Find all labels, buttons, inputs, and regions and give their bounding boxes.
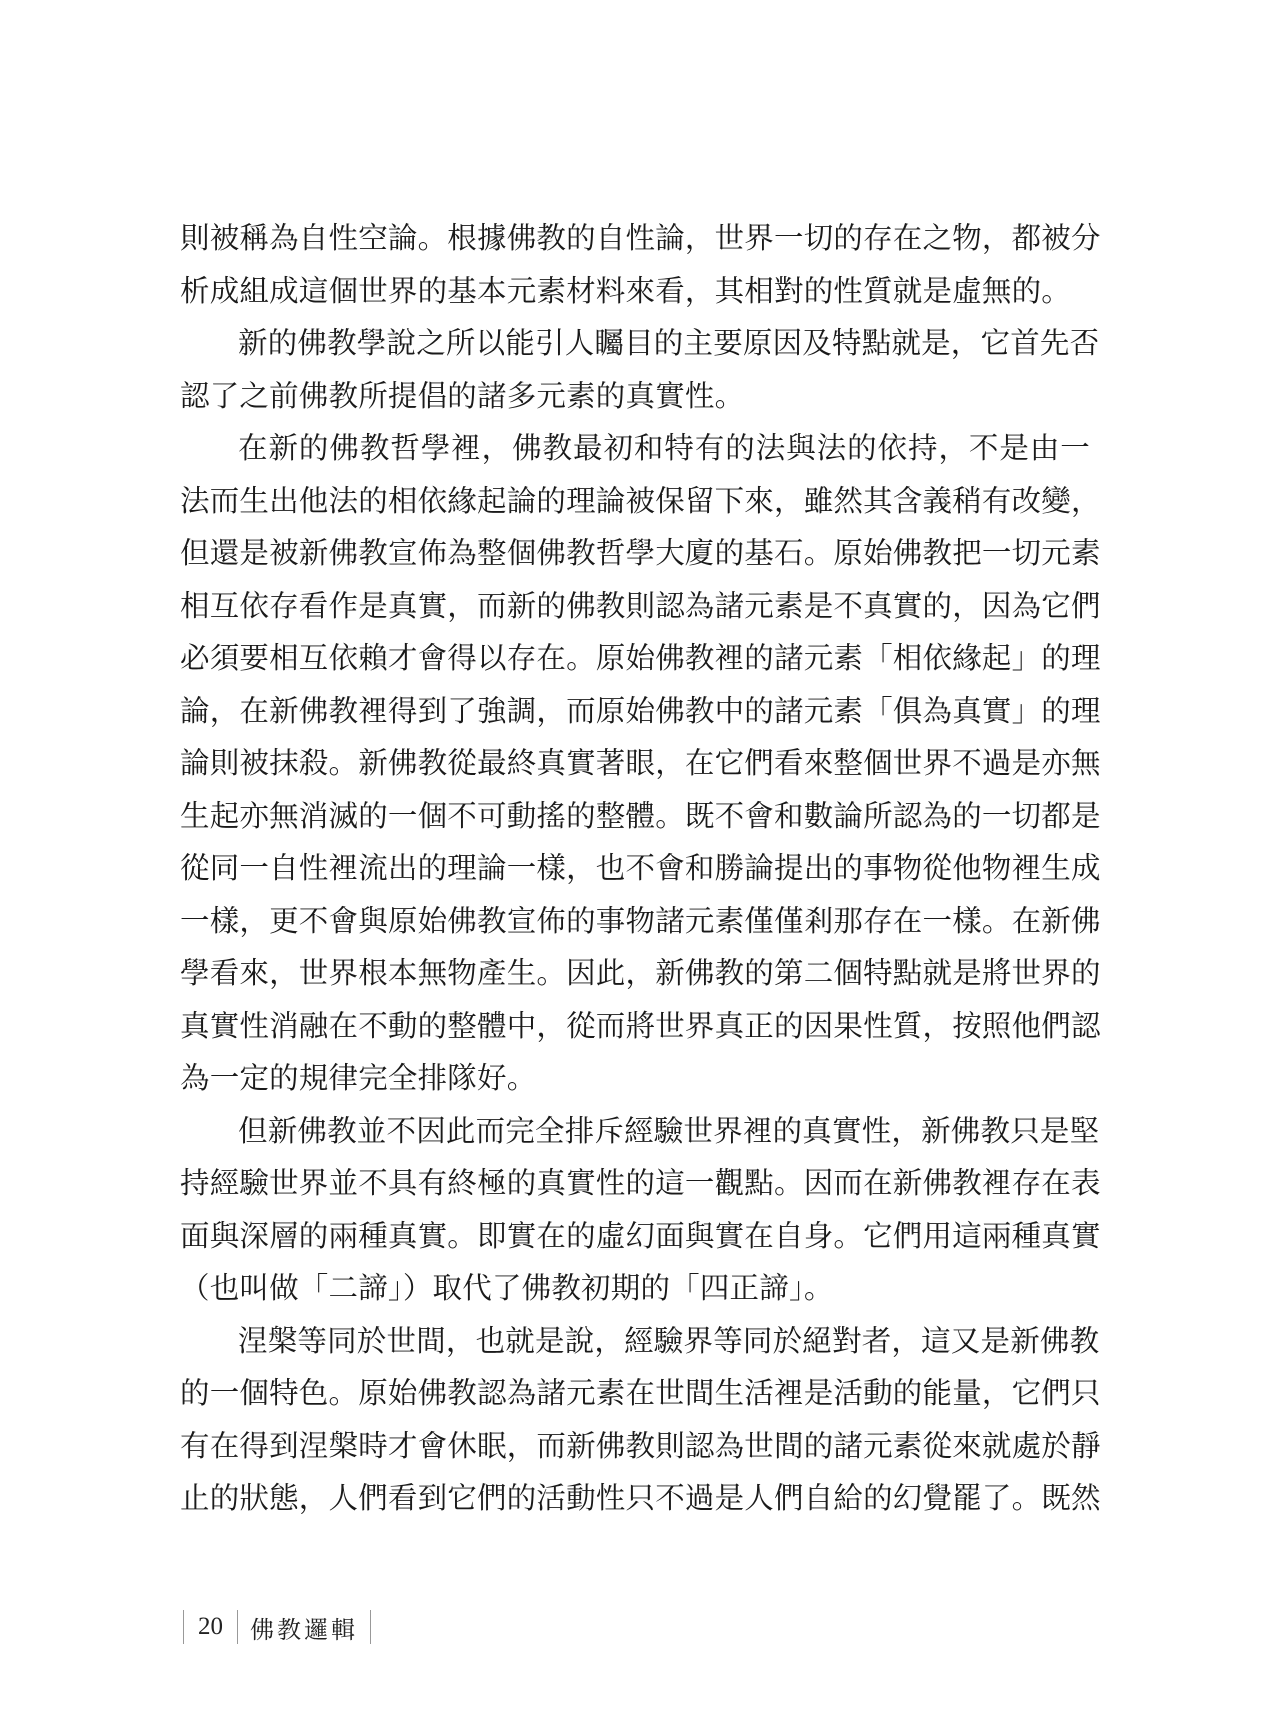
text-line: 涅槃等同於世間，也就是說，經驗界等同於絕對者，這又是新佛教 (238, 1323, 1100, 1358)
text-line: 持經驗世界並不具有終極的真實性的這一觀點。因而在新佛教裡存在表 (180, 1166, 1101, 1200)
text-line: 論，在新佛教裡得到了強調，而原始佛教中的諸元素「俱為真實」的理 (180, 693, 1101, 728)
footer-divider (370, 1610, 371, 1644)
text-line: 的一個特色。原始佛教認為諸元素在世間生活裡是活動的能量，它們只 (180, 1376, 1101, 1410)
text-line: 一樣，更不會與原始佛教宣佈的事物諸元素僅僅剎那存在一樣。在新佛 (180, 903, 1101, 938)
text-line: 學看來，世界根本無物產生。因此，新佛教的第二個特點就是將世界的 (180, 956, 1101, 990)
text-line: 面與深層的兩種真實。即實在的虛幻面與實在自身。它們用這兩種真實 (180, 1218, 1101, 1253)
body-text (180, 212, 1101, 1525)
running-title: 佛教邏輯 (250, 1615, 358, 1644)
text-line: 認了之前佛教所提倡的諸多元素的真實性。 (180, 378, 745, 413)
page-footer (183, 1608, 371, 1646)
text-line: 但還是被新佛教宣佈為整個佛教哲學大廈的基石。原始佛教把一切元素 (180, 536, 1101, 570)
text-line: 必須要相互依賴才會得以存在。原始佛教裡的諸元素「相依緣起」的理 (180, 641, 1101, 675)
text-line: 析成組成這個世界的基本元素材料來看，其相對的性質就是虛無的。 (180, 273, 1072, 308)
text-line: 從同一自性裡流出的理論一樣，也不會和勝論提出的事物從他物裡生成 (180, 851, 1101, 885)
text-line: 真實性消融在不動的整體中，從而將世界真正的因果性質，按照他們認 (180, 1008, 1101, 1043)
text-line: 新的佛教學說之所以能引人矚目的主要原因及特點就是，它首先否 (238, 326, 1100, 360)
text-line: 生起亦無消滅的一個不可動搖的整體。既不會和數論所認為的一切都是 (180, 798, 1101, 833)
text-line: 但新佛教並不因此而完全排斥經驗世界裡的真實性，新佛教只是堅 (238, 1113, 1100, 1148)
page-number: 20 (198, 1613, 223, 1640)
text-line: 有在得到涅槃時才會休眠，而新佛教則認為世間的諸元素從來就處於靜 (180, 1428, 1101, 1463)
text-line: 法而生出他法的相依緣起論的理論被保留下來，雖然其含義稍有改變， (180, 483, 1101, 518)
text-line: 論則被抹殺。新佛教從最終真實著眼，在它們看來整個世界不過是亦無 (180, 746, 1101, 780)
text-line: 在新的佛教哲學裡，佛教最初和特有的法與法的依持，不是由一 (238, 431, 1090, 465)
text-line: 相互依存看作是真實，而新的佛教則認為諸元素是不真實的，因為它們 (180, 588, 1101, 623)
text-line: 則被稱為自性空論。根據佛教的自性論，世界一切的存在之物，都被分 (180, 221, 1101, 255)
text-line: 止的狀態，人們看到它們的活動性只不過是人們自給的幻覺罷了。既然 (180, 1481, 1101, 1515)
text-line: （也叫做「二諦」）取代了佛教初期的「四正諦」。 (180, 1271, 834, 1305)
text-line: 為一定的規律完全排隊好。 (180, 1061, 537, 1095)
